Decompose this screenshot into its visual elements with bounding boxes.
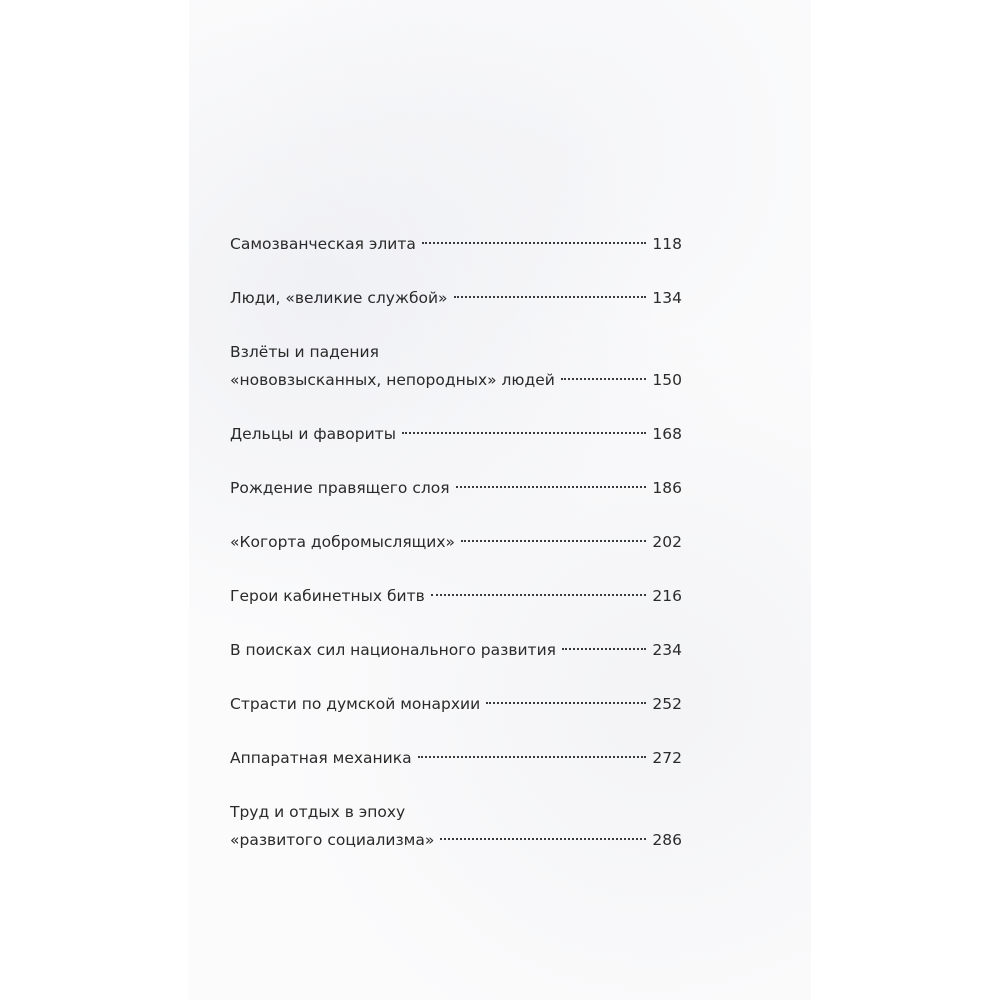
toc-entry [230, 420, 682, 448]
toc-entry-page: 234 [652, 641, 682, 659]
toc-entry-title: Люди, «великие службой» [230, 289, 448, 307]
dot-leader [454, 296, 647, 298]
dot-leader [418, 756, 647, 758]
toc-entry-page: 186 [652, 479, 682, 497]
toc-entry-page: 150 [652, 371, 682, 389]
toc-entry [230, 474, 682, 502]
toc-entry [230, 230, 682, 258]
dot-leader [456, 486, 647, 488]
toc-entry-title: В поисках сил национального развития [230, 641, 556, 659]
toc-entry-title: Самозванческая элита [230, 235, 416, 253]
toc-entry-title: Страсти по думской монархии [230, 695, 481, 713]
toc-entry-title: «Когорта добромыслящих» [230, 533, 455, 551]
dot-leader [402, 432, 646, 434]
toc-entry-page: 168 [652, 425, 682, 443]
toc-entry [230, 528, 682, 556]
toc-entry-page: 272 [652, 749, 682, 767]
toc-entry-title: Герои кабинетных битв [230, 587, 425, 605]
dot-leader [461, 540, 646, 542]
toc-entry-title-line1: Труд и отдых в эпоху [230, 803, 406, 821]
toc-entry-title: «нововзысканных, непородных» людей [230, 371, 555, 389]
toc-entry [230, 582, 682, 610]
toc-entry-page: 216 [652, 587, 682, 605]
toc-entry [230, 284, 682, 312]
toc-entry-title: Дельцы и фавориты [230, 425, 396, 443]
dot-leader [561, 378, 647, 380]
toc-entry [230, 690, 682, 718]
toc-entry-title: «развитого социализма» [230, 831, 435, 849]
toc-entry [230, 744, 682, 772]
toc-entry-page: 202 [652, 533, 682, 551]
toc-entry-title-line1: Взлёты и падения [230, 343, 379, 361]
toc-entry [230, 338, 682, 394]
dot-leader [422, 242, 647, 244]
dot-leader [562, 648, 646, 650]
toc-entry-page: 286 [652, 831, 682, 849]
toc-entry-page: 252 [652, 695, 682, 713]
toc-entry [230, 636, 682, 664]
dot-leader [486, 702, 646, 704]
toc-entry-page: 118 [652, 235, 682, 253]
toc-entry-title: Рождение правящего слоя [230, 479, 450, 497]
toc-entry-title: Аппаратная механика [230, 749, 412, 767]
table-of-contents [230, 230, 682, 880]
dot-leader [431, 594, 647, 596]
toc-entry-page: 134 [652, 289, 682, 307]
dot-leader [440, 838, 646, 840]
toc-entry [230, 798, 682, 854]
